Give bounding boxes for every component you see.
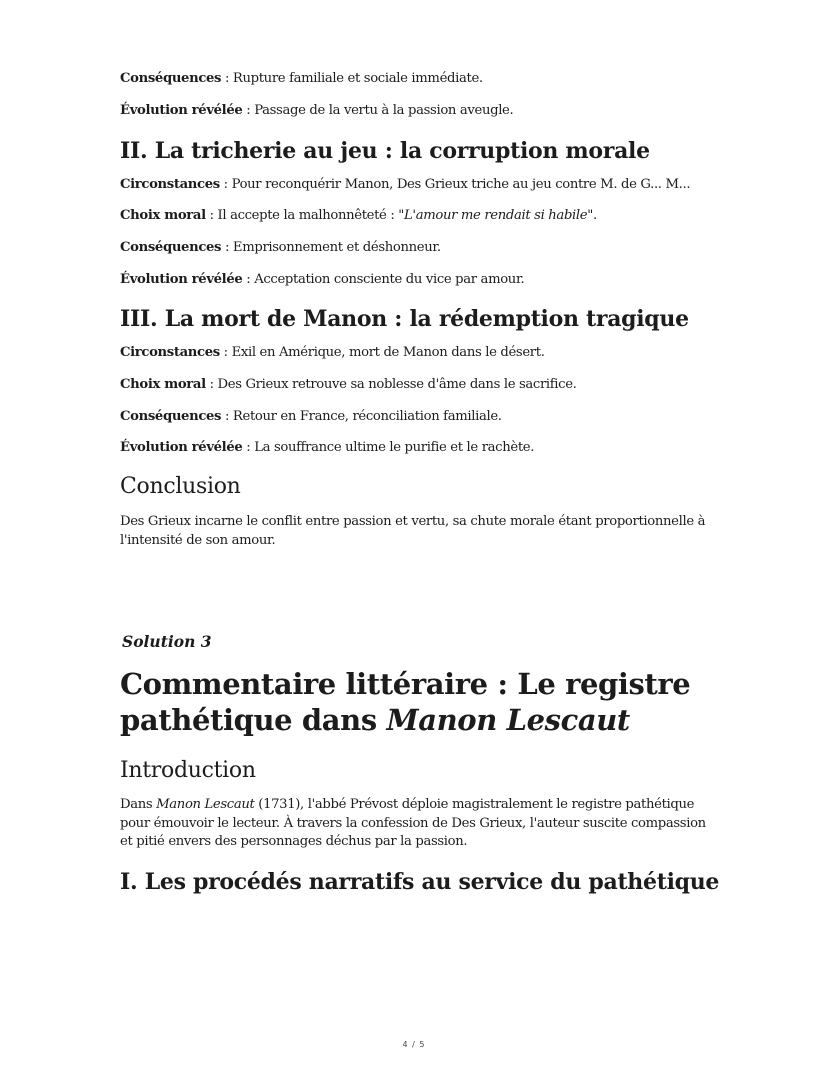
circonstances-text: : Pour reconquérir Manon, Des Grieux triche au jeu contre M. de G... M...: [219, 177, 691, 192]
evolution-label: Évolution révélée: [120, 103, 243, 118]
choix-moral-line: [120, 207, 597, 225]
consequences-text: : Rupture familiale et sociale immédiate.: [221, 71, 483, 86]
choix-moral-label: Choix moral: [120, 208, 206, 223]
choix-moral-label: Choix moral: [120, 377, 206, 392]
conclusion-paragraph: Des Grieux incarne le conflit entre passion et vertu, sa chute morale étant proportionnelle à l'intensité de son amour.: [120, 514, 706, 548]
consequences-text: : Retour en France, réconciliation familiale.: [221, 409, 502, 424]
consequences-line: [120, 239, 441, 257]
introduction-heading: Introduction: [120, 758, 256, 783]
choix-moral-quote: "L'amour me rendait si habile": [398, 208, 593, 223]
document-title: [120, 666, 740, 738]
choix-moral-text: : Il accepte la malhonnêteté :: [205, 208, 399, 223]
section-3-heading: III. La mort de Manon : la rédemption tragique: [120, 306, 689, 332]
intro-text-start: Dans: [120, 797, 157, 812]
consequences-label: Conséquences: [120, 409, 222, 424]
solution-label: Solution 3: [122, 632, 212, 651]
evolution-label: Évolution révélée: [120, 440, 243, 455]
title-italic: Manon Lescaut: [386, 703, 630, 737]
circonstances-line: [120, 176, 690, 194]
title-text: Commentaire littéraire : Le registre pathétique dans: [120, 667, 691, 737]
evolution-label: Évolution révélée: [120, 272, 243, 287]
section-2-heading: II. La tricherie au jeu : la corruption morale: [120, 138, 650, 164]
choix-moral-end: .: [592, 208, 597, 223]
circonstances-text: : Exil en Amérique, mort de Manon dans le désert.: [219, 345, 545, 360]
evolution-line: [120, 271, 524, 289]
circonstances-line: [120, 344, 545, 362]
evolution-line: [120, 102, 513, 120]
evolution-text: : La souffrance ultime le purifie et le rachète.: [242, 440, 535, 455]
evolution-text: : Passage de la vertu à la passion aveugle.: [242, 103, 514, 118]
introduction-paragraph: [120, 796, 720, 852]
choix-moral-text: : Des Grieux retrouve sa noblesse d'âme dans le sacrifice.: [205, 377, 577, 392]
intro-text-italic: Manon Lescaut: [156, 797, 255, 812]
consequences-label: Conséquences: [120, 240, 222, 255]
evolution-text: : Acceptation consciente du vice par amour.: [242, 272, 525, 287]
section-i-heading: I. Les procédés narratifs au service du pathétique: [120, 869, 720, 895]
circonstances-label: Circonstances: [120, 345, 220, 360]
intro-text-rest: (1731), l'abbé Prévost déploie magistralement le registre pathétique pour émouvoir le lecteur. À travers la confession de Des Grieux, l'auteur suscite compassion et pitié envers des personnages déchus par la passion.: [120, 797, 706, 849]
consequences-text: : Emprisonnement et déshonneur.: [221, 240, 441, 255]
conclusion-heading: Conclusion: [120, 474, 241, 499]
page-number: 4 / 5: [402, 1040, 426, 1049]
circonstances-label: Circonstances: [120, 177, 220, 192]
consequences-line: [120, 70, 483, 88]
consequences-label: Conséquences: [120, 71, 222, 86]
evolution-line: [120, 439, 534, 457]
choix-moral-line: [120, 376, 577, 394]
consequences-line: [120, 408, 502, 426]
